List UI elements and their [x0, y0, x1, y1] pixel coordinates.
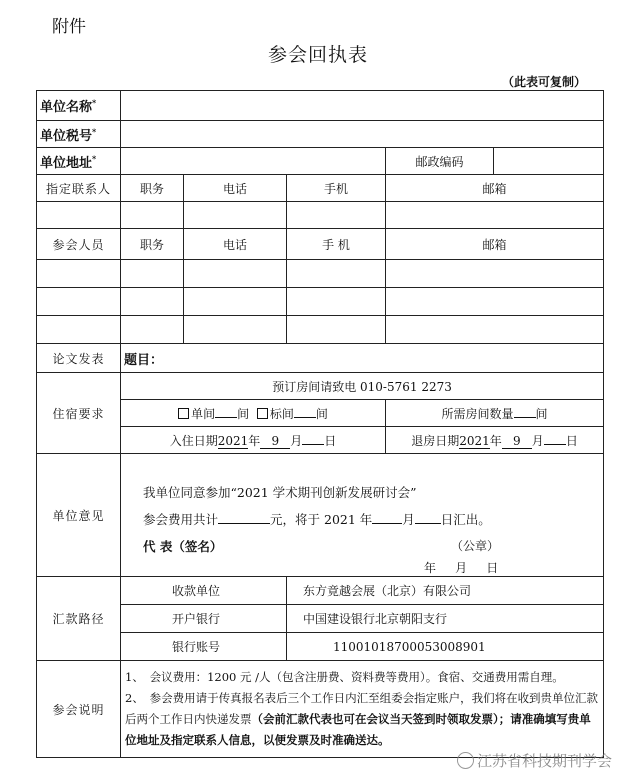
fee-month-field[interactable]	[372, 523, 402, 524]
attendee-name-field[interactable]	[37, 316, 121, 344]
row-remit-payee	[37, 577, 604, 605]
attendee-name-field[interactable]	[37, 260, 121, 288]
standard-room-count[interactable]	[294, 417, 316, 418]
notes-label: 参会说明	[37, 661, 121, 758]
row-lodging-phone	[37, 373, 604, 400]
bank-label: 开户银行	[121, 605, 287, 633]
attendee-col-phone: 电话	[184, 229, 287, 260]
payee-label: 收款单位	[121, 577, 287, 605]
lodging-phone-note: 预订房间请致电 010-5761 2273	[121, 373, 604, 400]
payee-value: 东方竟越会展（北京）有限公司	[287, 577, 604, 605]
attendee-title-field[interactable]	[121, 288, 184, 316]
checkout-day-field[interactable]	[544, 444, 566, 445]
note-2: 2、 参会费用请于传真报名表后三个工作日内汇至组委会指定账户，我们将在收到贵单位汇款后两个工作日内快递发票（会前汇款代表也可在会议当天签到时领取发票）；请准确填写贵单位地址及指定联系人信息，以便发票及时准确送达。	[125, 691, 599, 747]
contact-label: 指定联系人	[37, 175, 121, 202]
single-room-checkbox[interactable]	[178, 408, 189, 419]
row-unit-name	[37, 91, 604, 121]
fee-amount-field[interactable]	[218, 523, 270, 524]
rooms-needed-cell: 所需房间数量 间	[386, 400, 604, 427]
attendee-mobile-field[interactable]	[287, 260, 386, 288]
contact-col-title: 职务	[121, 175, 184, 202]
note-1: 1、 会议费用：1200 元 /人（包含注册费、资料费等费用）。食宿、交通费用需自理。	[125, 670, 564, 684]
attendee-phone-field[interactable]	[184, 288, 287, 316]
contact-col-phone: 电话	[184, 175, 287, 202]
attendee-col-email: 邮箱	[386, 229, 604, 260]
contact-phone-field[interactable]	[184, 202, 287, 229]
contact-email-field[interactable]	[386, 202, 604, 229]
unit-tax-label: 单位税号*	[37, 121, 121, 148]
contact-title-field[interactable]	[121, 202, 184, 229]
row-lodging-dates	[37, 427, 604, 454]
bank-value: 中国建设银行北京朝阳支行	[287, 605, 604, 633]
attendee-email-field[interactable]	[386, 316, 604, 344]
form-title: 参会回执表	[267, 44, 368, 66]
row-opinion	[37, 454, 604, 577]
attendee-email-field[interactable]	[386, 260, 604, 288]
watermark: 江苏省科技期刊学会	[457, 750, 612, 771]
room-type-cell: 单间 间 标间 间	[121, 400, 386, 427]
reply-form-table	[36, 90, 604, 758]
unit-tax-field[interactable]	[121, 121, 604, 148]
account-value: 11001018700053008901	[287, 633, 604, 661]
opinion-date: 年 月 日	[424, 561, 499, 575]
unit-address-label: 单位地址*	[37, 148, 121, 175]
attendee-mobile-field[interactable]	[287, 288, 386, 316]
row-notes	[37, 661, 604, 758]
rep-signature-label: 代 表（签名）	[143, 539, 223, 554]
single-room-count[interactable]	[215, 417, 237, 418]
postcode-field[interactable]	[494, 148, 604, 175]
unit-name-label: 单位名称*	[37, 91, 121, 121]
row-remit-bank	[37, 605, 604, 633]
checkin-day-field[interactable]	[302, 444, 324, 445]
table-row	[37, 316, 604, 344]
table-row	[37, 288, 604, 316]
paper-label: 论文发表	[37, 344, 121, 373]
row-remit-account	[37, 633, 604, 661]
checkout-date: 退房日期2021年 9 月 日	[386, 427, 604, 454]
attendee-title-field[interactable]	[121, 316, 184, 344]
contact-mobile-field[interactable]	[287, 202, 386, 229]
table-row	[37, 260, 604, 288]
attendee-title-field[interactable]	[121, 260, 184, 288]
unit-address-field[interactable]	[121, 148, 386, 175]
row-contact-header	[37, 175, 604, 202]
attendee-phone-field[interactable]	[184, 260, 287, 288]
attendee-phone-field[interactable]	[184, 316, 287, 344]
row-contact-entry	[37, 202, 604, 229]
checkin-date: 入住日期2021年 9 月 日	[121, 427, 386, 454]
row-attendee-header	[37, 229, 604, 260]
opinion-cell	[121, 454, 604, 577]
opinion-label: 单位意见	[37, 454, 121, 577]
seal-label: （公章）	[451, 539, 500, 553]
attendee-mobile-field[interactable]	[287, 316, 386, 344]
row-paper	[37, 344, 604, 373]
rooms-needed-field[interactable]	[514, 417, 536, 418]
notes-cell	[121, 661, 604, 758]
remit-label: 汇款路径	[37, 577, 121, 661]
attendee-name-field[interactable]	[37, 288, 121, 316]
attendee-col-mobile: 手 机	[287, 229, 386, 260]
attendee-email-field[interactable]	[386, 288, 604, 316]
contact-entry-blank	[37, 202, 121, 229]
contact-col-mobile: 手机	[287, 175, 386, 202]
attendees-label: 参会人员	[37, 229, 121, 260]
contact-col-email: 邮箱	[386, 175, 604, 202]
row-lodging-rooms	[37, 400, 604, 427]
lodging-label: 住宿要求	[37, 373, 121, 454]
fee-day-field[interactable]	[415, 523, 441, 524]
opinion-fee-line: 参会费用共计 元，将于 2021 年 月 日汇出。	[143, 512, 491, 527]
copy-note: （此表可复制）	[501, 75, 586, 89]
attendee-col-title: 职务	[121, 229, 184, 260]
paper-topic-field[interactable]: 题目：	[121, 344, 604, 373]
account-label: 银行账号	[121, 633, 287, 661]
opinion-statement: 我单位同意参加“2021 学术期刊创新发展研讨会”	[143, 485, 417, 500]
annex-label: 附件	[52, 17, 86, 37]
row-unit-tax	[37, 121, 604, 148]
unit-name-field[interactable]	[121, 91, 604, 121]
postcode-label: 邮政编码	[386, 148, 494, 175]
row-unit-address	[37, 148, 604, 175]
standard-room-checkbox[interactable]	[257, 408, 268, 419]
wechat-icon	[457, 752, 474, 769]
